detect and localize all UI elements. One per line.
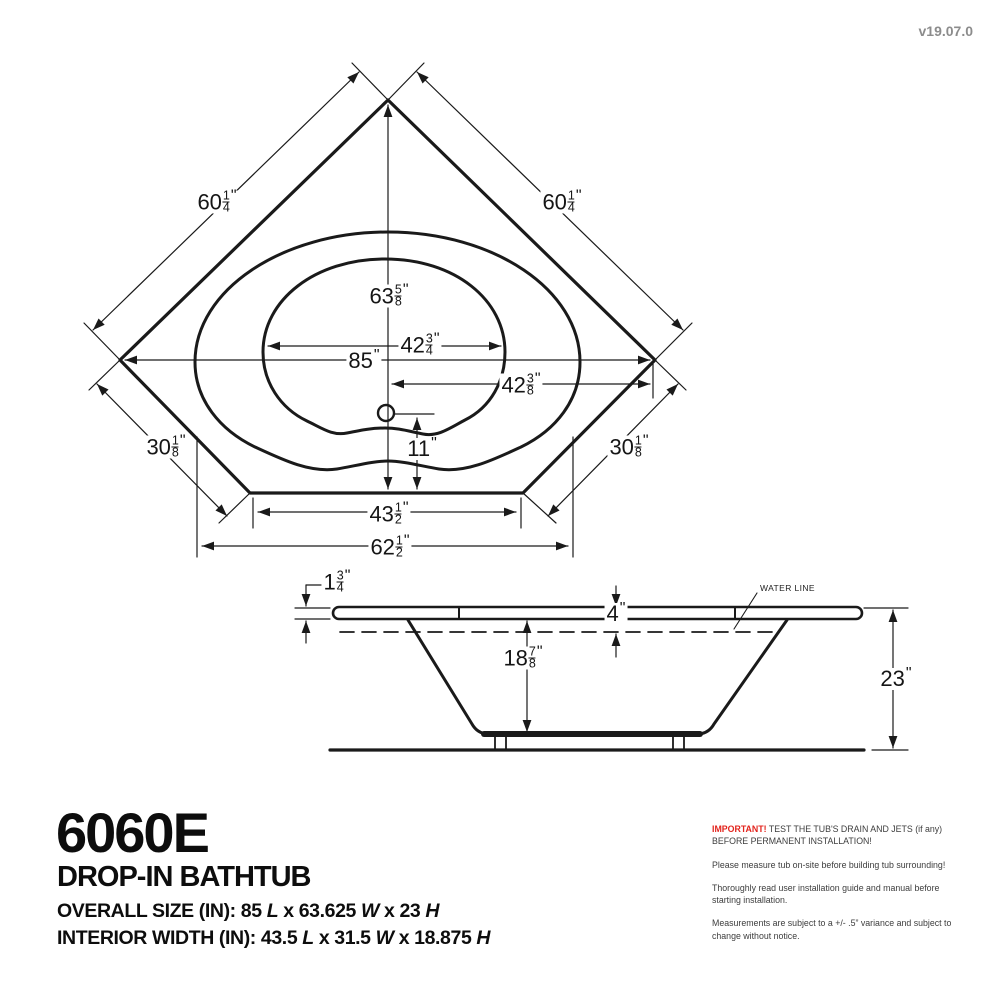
top-view — [84, 63, 692, 560]
dim-label-bottom-edge: 43 $\frac{1}{2}$ " — [369, 499, 409, 527]
dim-label-overall-height: 23 " — [880, 665, 912, 691]
overall-size-label: OVERALL SIZE (IN): — [57, 900, 236, 922]
basin-left-wall — [408, 620, 487, 734]
dim-label-basin-length: 42 $\frac{3}{4}$ " — [400, 330, 440, 358]
dim-label-corner-right: 30 $\frac{1}{8}$ " — [609, 432, 649, 460]
note-measure: Please measure tub on-site before building tub surrounding! — [712, 859, 946, 870]
dim-label-rim-thickness: 1 $\frac{3}{4}$ " — [323, 567, 351, 595]
note-read-guide: Thoroughly read user installation guide and manual before starting installation. — [712, 882, 940, 906]
tub-feet — [495, 737, 684, 749]
model-number: 6060E — [56, 801, 208, 864]
interior-width-label: INTERIOR WIDTH (IN): — [57, 927, 256, 949]
dim-label-bottom-width: 62 $\frac{1}{2}$ " — [370, 532, 410, 560]
note-variance: Measurements are subject to a +/- .5” variance and subject to change without notice. — [712, 918, 952, 941]
note-important: IMPORTANT! TEST THE TUB'S DRAIN AND JETS (if any) BEFORE PERMANENT INSTALLATION! — [712, 824, 943, 847]
basin-right-wall — [699, 620, 787, 734]
dim-label-side-left: 60 $\frac{1}{4}$ " — [197, 187, 237, 215]
drain-circle — [378, 405, 394, 421]
dim-label-side-right: 60 $\frac{1}{4}$ " — [542, 187, 582, 215]
water-line-label: WATER LINE — [760, 583, 816, 593]
dim-label-overall-width: 63 $\frac{5}{8}$ " — [369, 281, 409, 309]
side-view — [295, 585, 908, 750]
dim-label-water-depth: 4 " — [606, 600, 626, 626]
top-view-dimension-lines — [84, 63, 692, 560]
dim-label-overall-length: 85 " — [348, 347, 380, 373]
overall-size-spec: OVERALL SIZE (IN): 85 L x 63.625 W x 23 H — [57, 900, 440, 922]
dim-label-center-to-corner: 42 $\frac{3}{8}$ " — [501, 370, 541, 398]
dim-label-drain-offset: 11 " — [407, 435, 437, 461]
dim-label-interior-depth: 18 $\frac{7}{8}$ " — [503, 643, 543, 671]
installation-notes — [712, 823, 966, 953]
dim-label-corner-left: 30 $\frac{1}{8}$ " — [146, 432, 186, 460]
important-label: IMPORTANT! — [712, 824, 767, 834]
product-type: DROP-IN BATHTUB — [57, 861, 311, 893]
deck-slab — [333, 607, 862, 619]
interior-width-spec: INTERIOR WIDTH (IN): 43.5 L x 31.5 W x 18.875 H — [57, 927, 491, 949]
version-label: v19.07.0 — [918, 23, 973, 39]
